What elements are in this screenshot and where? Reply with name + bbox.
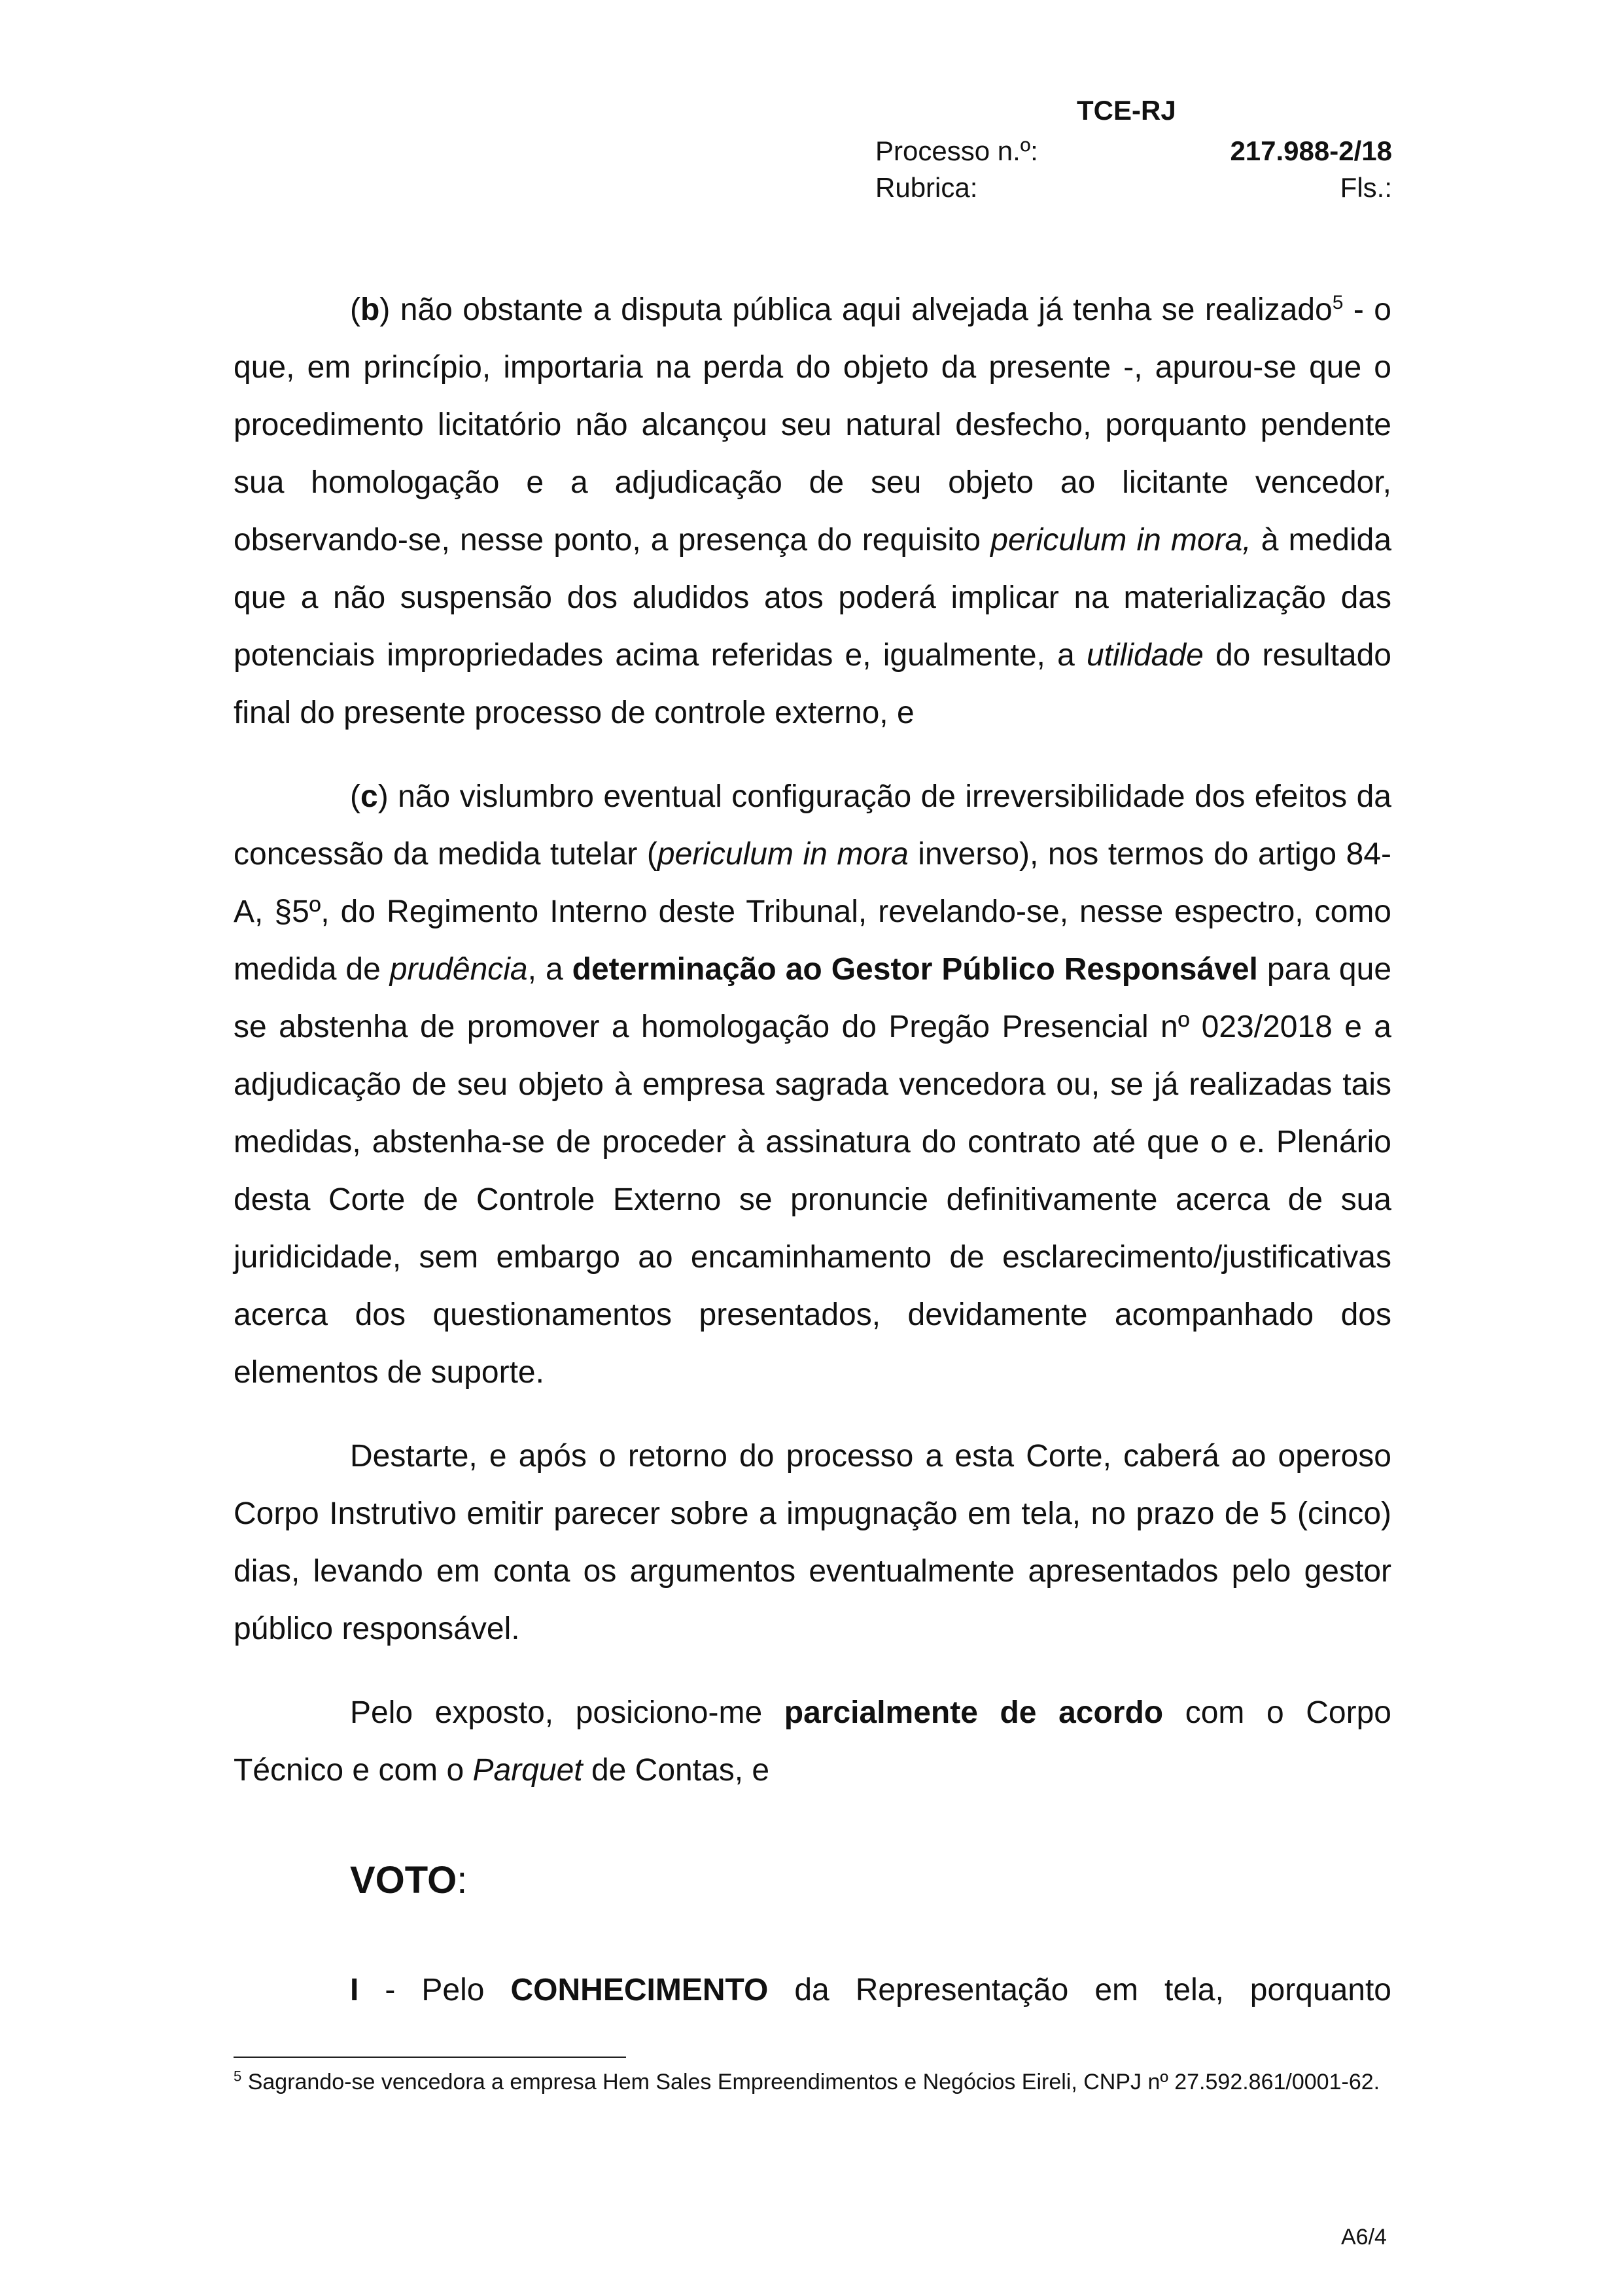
paragraph-destarte: Destarte, e após o retorno do processo a esta Corte, caberá ao operoso Corpo Instrutivo emitir parecer sobre a impugnação em tela, no prazo de 5 (cinco) dias, levando em conta os argumentos eventualmente apresentados pelo gestor público responsável. xyxy=(234,1439,1391,1646)
latin-term: Parquet xyxy=(472,1753,583,1788)
paragraph-text: à medida que a não suspensão dos aludidos atos poderá implicar na materialização das potenciais impropriedades acima referidas e, igualmente, a xyxy=(234,523,1392,673)
paragraph-text: para que se abstenha de promover a homologação do Pregão Presencial nº 023/2018 e a adjudicação de seu objeto à empresa sagrada vencedora ou, se já realizadas tais medidas, abstenha-se de proceder à assinatura do contrato até que o e. Plenário desta Corte de Controle Externo se pronuncie definitivamente acerca de sua juridicidade, sem embargo ao encaminhamento de esclarecimento/justificativas acerca dos questionamentos presentados, devidamente acompanhado dos elementos de suporte. xyxy=(234,952,1392,1390)
emphasis-term: prudência xyxy=(389,952,528,987)
paragraph-text: ) não obstante a disputa pública aqui alvejada já tenha se realizado xyxy=(379,292,1333,327)
paragraph-text: ) não vislumbro eventual configuração de irreversibilidade dos efeitos da concessão da medida tutelar ( xyxy=(234,779,1391,872)
vote-heading xyxy=(234,1852,1391,1909)
latin-term: periculum in mora xyxy=(657,837,909,872)
latin-term: periculum in mora, xyxy=(990,523,1251,557)
page-number: A6/4 xyxy=(1341,2225,1387,2250)
paragraph-text: com o Corpo Técnico e com o xyxy=(234,1695,1391,1788)
footnote-number: 5 xyxy=(234,2068,242,2085)
footnote-reference: 5 xyxy=(1332,292,1344,313)
pages-label: Fls.: xyxy=(1340,172,1392,203)
paragraph-text: de Contas, e xyxy=(582,1753,770,1788)
paragraph-c: (c) não vislumbro eventual configuração de irreversibilidade dos efeitos da concessão da medida tutelar (periculum in mora inverso), nos termos do artigo 84- A, §5º, do Regimento Interno deste Tribunal, revelando-se, nesse espectro, como medida de prudência, a determinação ao Gestor Público Responsável para que se abstenha de promover a homologação do Pregão Presencial nº 023/2018 e a adjudicação de seu objeto à empresa sagrada vencedora ou, se já realizadas tais medidas, abstenha-se de proceder à assinatura do contrato até que o e. Plenário desta Corte de Controle Externo se pronuncie definitivamente acerca de sua juridicidade, sem embargo ao encaminhamento de esclarecimento/justificativas acerca dos questionamentos presentados, devidamente acompanhado dos elementos de suporte. xyxy=(234,779,1392,1390)
paragraph-exposto xyxy=(234,1684,1391,1799)
bold-term: CONHECIMENTO xyxy=(510,1973,769,2007)
item-numeral: I xyxy=(350,1973,359,2007)
rubric-label: Rubrica: xyxy=(875,172,978,203)
item-marker-b: b xyxy=(360,292,380,327)
footnote xyxy=(234,2068,1411,2096)
vote-title: VOTO xyxy=(350,1859,457,1901)
paragraph-text: inverso), nos termos do artigo 84- A, §5º, do Regimento Interno deste Tribunal, revelando-se, nesse espectro, como medida de xyxy=(234,837,1392,987)
court-name: TCE-RJ xyxy=(1077,95,1176,126)
paragraph-b: (b) não obstante a disputa pública aqui alvejada já tenha se realizado$^5$ - o que, em princípio, importaria na perda do objeto da presente -, apurou-se que o procedimento licitatório não alcançou seu natural desfecho, porquanto pendente sua homologação e a adjudicação de seu objeto ao licitante vencedor, observando-se, nesse ponto, a presença do requisito periculum in mora, à medida que a não suspensão dos aludidos atos poderá implicar na materialização das potenciais impropriedades acima referidas e, igualmente, a utilidade do resultado final do presente processo de controle externo, e xyxy=(234,292,1392,730)
vote-item-i xyxy=(234,1962,1391,2019)
paragraph-text: Pelo exposto, posiciono-me xyxy=(350,1695,784,1730)
paragraph-text: - o que, em princípio, importaria na perda do objeto da presente -, apurou-se que o procedimento licitatório não alcançou seu natural desfecho, porquanto pendente sua homologação e a adjudicação de seu objeto ao licitante vencedor, observando-se, nesse ponto, a presença do requisito xyxy=(234,292,1391,557)
process-number: 217.988-2/18 xyxy=(1230,135,1392,166)
emphasis-term: utilidade xyxy=(1086,638,1204,673)
paragraph-text: , a xyxy=(527,952,572,987)
item-marker-c: c xyxy=(360,779,378,814)
vote-colon: : xyxy=(457,1859,468,1901)
paragraph-text: - Pelo xyxy=(358,1973,511,2007)
footnote-text: Sagrando-se vencedora a empresa Hem Sales Empreendimentos e Negócios Eireli, CNPJ nº 27.592.861/0001-62. xyxy=(241,2070,1380,2094)
paragraph-text: do resultado final do presente processo de controle externo, e xyxy=(234,638,1391,730)
process-label: Processo n.º: xyxy=(875,135,1038,166)
footnote-separator xyxy=(234,2057,626,2058)
document-body xyxy=(234,281,1391,2019)
bold-term: determinação ao Gestor Público Responsável xyxy=(572,952,1258,987)
paragraph-text: da Representação em tela, porquanto xyxy=(768,1973,1391,2007)
bold-term: parcialmente de acordo xyxy=(784,1695,1164,1730)
